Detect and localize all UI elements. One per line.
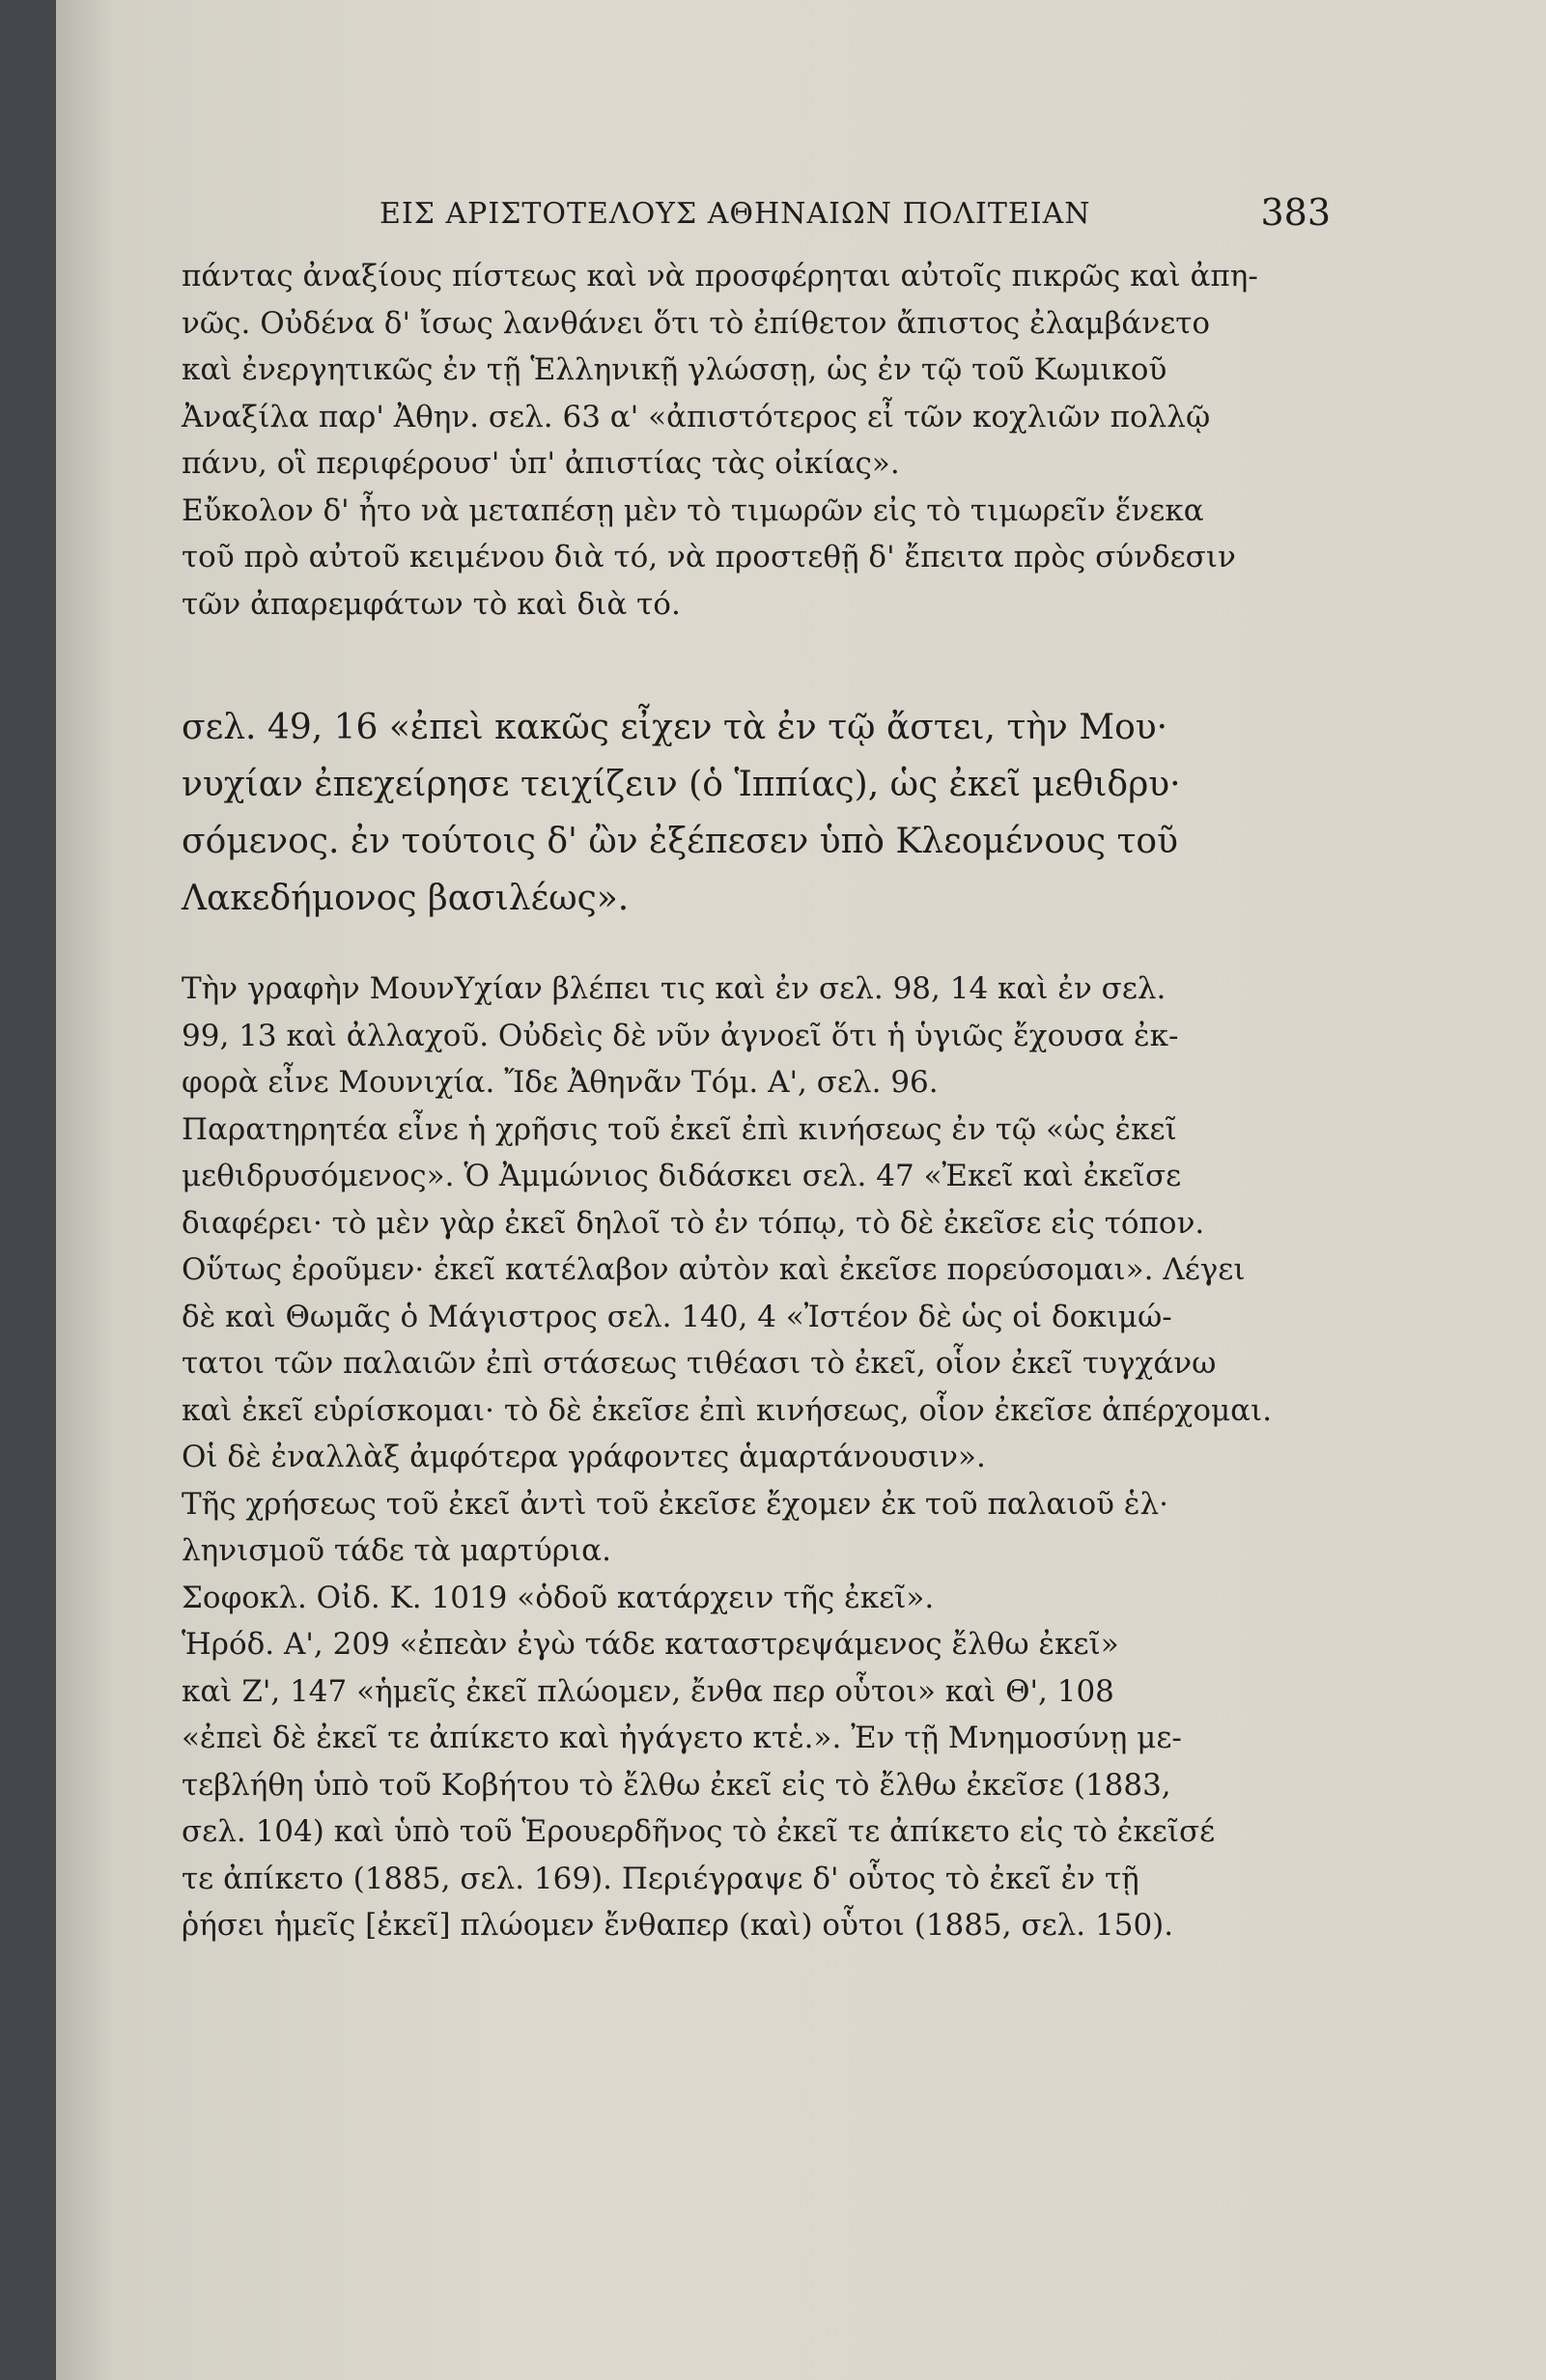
- paragraph-2: [182, 488, 1340, 629]
- text-line: νῶς. Οὐδένα δ' ἴσως λανθάνει ὅτι τὸ ἐπίθετον ἄπιστος ἐλαμβάνετο: [182, 305, 1211, 341]
- text-line: πάντας ἀναξίους πίστεως καὶ νὰ προσφέρηται αὐτοῖς πικρῶς καὶ ἀπη-: [182, 259, 1258, 294]
- paragraph-1: [182, 253, 1340, 488]
- page-number: 383: [1260, 191, 1331, 234]
- text-line: σελ. 104) καὶ ὑπὸ τοῦ Ἑρουερδῆνος τὸ ἐκεῖ τε ἀπίκετο εἰς τὸ ἐκεῖσέ: [182, 1814, 1216, 1849]
- text-line: διαφέρει· τὸ μὲν γὰρ ἐκεῖ δηλοῖ τὸ ἐν τόπῳ, τὸ δὲ ἐκεῖσε εἰς τόπον.: [182, 1205, 1205, 1241]
- paragraph-5: [182, 1481, 1340, 1575]
- text-line: φορὰ εἶνε Μουνιχία. Ἴδε Ἀθηνᾶν Τόμ. Α', σελ. 96.: [182, 1065, 939, 1100]
- text-line: καὶ ἐκεῖ εὑρίσκομαι· τὸ δὲ ἐκεῖσε ἐπὶ κινήσεως, οἷον ἐκεῖσε ἀπέρχομαι.: [182, 1392, 1273, 1428]
- paragraph-3: [182, 966, 1340, 1106]
- text-line: Σοφοκλ. Οἰδ. Κ. 1019 «ὁδοῦ κατάρχειν τῆς ἐκεῖ».: [182, 1580, 935, 1615]
- text-line: πάνυ, οἳ περιφέρουσ' ὑπ' ἀπιστίας τὰς οἰκίας».: [182, 446, 900, 481]
- text-line: «ἐπεὶ δὲ ἐκεῖ τε ἀπίκετο καὶ ἠγάγετο κτἑ.». Ἐν τῇ Μνημοσύνῃ με-: [182, 1721, 1182, 1755]
- text-line: σελ. 49, 16 «ἐπεὶ κακῶς εἶχεν τὰ ἐν τῷ ἄστει, τὴν Μου·: [182, 708, 1168, 747]
- paragraph-7: [182, 1621, 1340, 1949]
- text-line: Παρατηρητέα εἶνε ἡ χρῆσις τοῦ ἐκεῖ ἐπὶ κινήσεως ἐν τῷ «ὡς ἐκεῖ: [182, 1111, 1177, 1147]
- text-line: Ἀναξίλα παρ' Ἀθην. σελ. 63 α' «ἀπιστότερος εἶ τῶν κοχλιῶν πολλῷ: [182, 399, 1211, 434]
- page-header: [225, 191, 1331, 239]
- text-line: τατοι τῶν παλαιῶν ἐπὶ στάσεως τιθέασι τὸ ἐκεῖ, οἷον ἐκεῖ τυγχάνω: [182, 1346, 1217, 1381]
- text-line: τεβλήθη ὑπὸ τοῦ Κοβήτου τὸ ἔλθω ἐκεῖ εἰς τὸ ἔλθω ἐκεῖσε (1883,: [182, 1767, 1171, 1803]
- book-page: [56, 0, 1546, 2380]
- text-line: Λακεδήμονος βασιλέως».: [182, 879, 630, 918]
- text-line: τε ἀπίκετο (1885, σελ. 169). Περιέγραψε δ' οὗτος τὸ ἐκεῖ ἐν τῇ: [182, 1861, 1139, 1896]
- text-line: καὶ ἐνεργητικῶς ἐν τῇ Ἑλληνικῇ γλώσσῃ, ὡς ἐν τῷ τοῦ Κωμικοῦ: [182, 352, 1167, 387]
- text-line: Τῆς χρήσεως τοῦ ἐκεῖ ἀντὶ τοῦ ἐκεῖσε ἔχομεν ἐκ τοῦ παλαιοῦ ἑλ·: [182, 1486, 1169, 1522]
- text-line: δὲ καὶ Θωμᾶς ὁ Μάγιστρος σελ. 140, 4 «Ἰστέον δὲ ὡς οἱ δοκιμώ-: [182, 1299, 1172, 1334]
- text-line: Οὕτως ἐροῦμεν· ἐκεῖ κατέλαβον αὐτὸν καὶ ἐκεῖσε πορεύσομαι». Λέγει: [182, 1252, 1246, 1287]
- text-line: Εὔκολον δ' ἦτο νὰ μεταπέσῃ μὲν τὸ τιμωρῶν εἰς τὸ τιμωρεῖν ἕνεκα: [182, 492, 1204, 528]
- text-line: νυχίαν ἐπεχείρησε τειχίζειν (ὁ Ἱππίας), ὡς ἐκεῖ μεθιδρυ·: [182, 765, 1181, 804]
- quoted-passage: [182, 699, 1340, 927]
- text-line: Ἡρόδ. Α', 209 «ἐπεὰν ἐγὼ τάδε καταστρεψάμενος ἔλθω ἐκεῖ»: [182, 1627, 1119, 1662]
- text-line: ληνισμοῦ τάδε τὰ μαρτύρια.: [182, 1533, 611, 1568]
- text-line: σόμενος. ἐν τούτοις δ' ὢν ἐξέπεσεν ὑπὸ Κλεομένους τοῦ: [182, 822, 1178, 861]
- paragraph-6: [182, 1575, 1340, 1622]
- paragraph-4: [182, 1106, 1340, 1481]
- text-line: 99, 13 καὶ ἀλλαχοῦ. Οὐδεὶς δὲ νῦν ἀγνοεῖ ὅτι ἡ ὑγιῶς ἔχουσα ἐκ-: [182, 1018, 1179, 1053]
- text-line: Τὴν γραφὴν ΜουνΥχίαν βλέπει τις καὶ ἐν σελ. 98, 14 καὶ ἐν σελ.: [182, 971, 1167, 1006]
- text-line: Οἱ δὲ ἐναλλὰξ ἀμφότερα γράφοντες ἁμαρτάνουσιν».: [182, 1440, 986, 1474]
- text-line: καὶ Ζ', 147 «ἡμεῖς ἐκεῖ πλώομεν, ἔνθα περ οὗτοι» καὶ Θ', 108: [182, 1673, 1114, 1709]
- text-line: μεθιδρυσόμενος». Ὁ Ἀμμώνιος διδάσκει σελ. 47 «Ἐκεῖ καὶ ἐκεῖσε: [182, 1159, 1182, 1193]
- text-line: τοῦ πρὸ αὐτοῦ κειμένου διὰ τό, νὰ προστεθῇ δ' ἔπειτα πρὸς σύνδεσιν: [182, 540, 1236, 574]
- text-line: τῶν ἀπαρεμφάτων τὸ καὶ διὰ τό.: [182, 586, 681, 622]
- running-title: ΕΙΣ ΑΡΙΣΤΟΤΕΛΟΥΣ ΑΘΗΝΑΙΩΝ ΠΟΛΙΤΕΙΑΝ: [379, 197, 1091, 231]
- page-body: [182, 253, 1340, 1949]
- text-line: ῥήσει ἡμεῖς [ἐκεῖ] πλώομεν ἔνθαπερ (καὶ) οὗτοι (1885, σελ. 150).: [182, 1908, 1174, 1943]
